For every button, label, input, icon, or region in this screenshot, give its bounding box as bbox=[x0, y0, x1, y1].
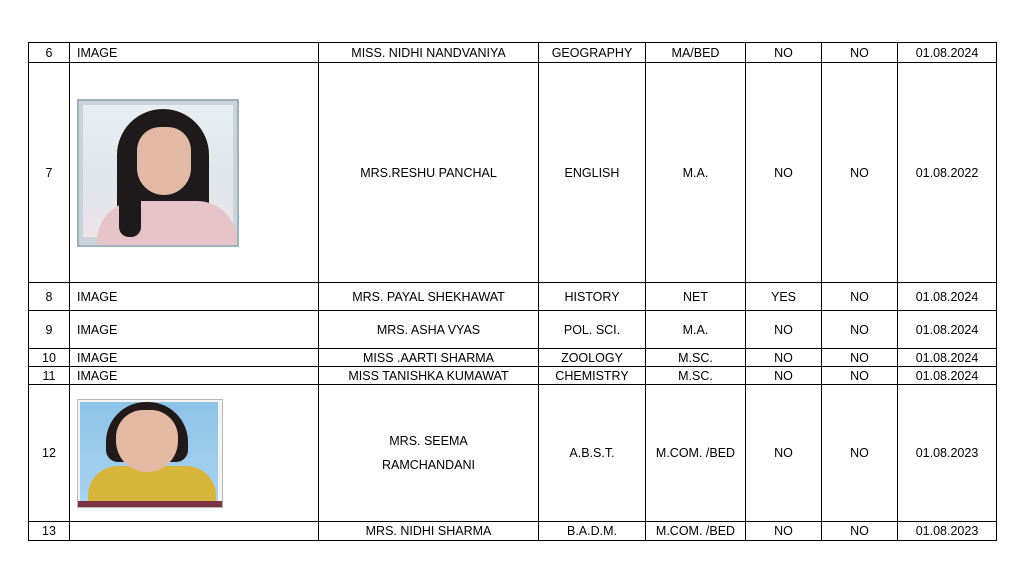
subject: POL. SCI. bbox=[539, 311, 646, 349]
qualification: M.SC. bbox=[646, 367, 746, 385]
teacher-name: MISS TANISHKA KUMAWAT bbox=[319, 367, 539, 385]
subject: A.B.S.T. bbox=[539, 385, 646, 522]
status-cell: NO bbox=[822, 43, 898, 63]
photo-cell: IMAGE bbox=[70, 311, 319, 349]
photo-cell: IMAGE bbox=[70, 349, 319, 367]
qualification: M.A. bbox=[646, 311, 746, 349]
table-row bbox=[29, 385, 997, 522]
teacher-name: MRS. ASHA VYAS bbox=[319, 311, 539, 349]
status-cell: NO bbox=[746, 311, 822, 349]
teacher-photo bbox=[77, 399, 223, 508]
photo-cell: IMAGE bbox=[70, 43, 319, 63]
serial-number: 11 bbox=[29, 367, 70, 385]
serial-number: 13 bbox=[29, 522, 70, 541]
teacher-name: MRS.RESHU PANCHAL bbox=[319, 63, 539, 283]
joining-date: 01.08.2024 bbox=[898, 349, 997, 367]
qualification: MA/BED bbox=[646, 43, 746, 63]
qualification: M.COM. /BED bbox=[646, 522, 746, 541]
table-row bbox=[29, 522, 997, 541]
table-row bbox=[29, 349, 997, 367]
joining-date: 01.08.2023 bbox=[898, 385, 997, 522]
status-cell: NO bbox=[822, 283, 898, 311]
photo-cell: IMAGE bbox=[70, 367, 319, 385]
photo-cell bbox=[70, 63, 319, 283]
status-cell: NO bbox=[822, 385, 898, 522]
staff-table bbox=[28, 42, 997, 541]
table-row bbox=[29, 283, 997, 311]
serial-number: 12 bbox=[29, 385, 70, 522]
joining-date: 01.08.2023 bbox=[898, 522, 997, 541]
subject: B.A.D.M. bbox=[539, 522, 646, 541]
teacher-name-line: MRS. SEEMA bbox=[389, 434, 468, 448]
status-cell: NO bbox=[746, 63, 822, 283]
status-cell: NO bbox=[746, 522, 822, 541]
teacher-photo bbox=[77, 99, 239, 247]
serial-number: 10 bbox=[29, 349, 70, 367]
status-cell: NO bbox=[822, 349, 898, 367]
table-row bbox=[29, 63, 997, 283]
joining-date: 01.08.2024 bbox=[898, 43, 997, 63]
joining-date: 01.08.2022 bbox=[898, 63, 997, 283]
qualification: M.COM. /BED bbox=[646, 385, 746, 522]
photo-cell bbox=[70, 522, 319, 541]
teacher-name: MISS .AARTI SHARMA bbox=[319, 349, 539, 367]
serial-number: 6 bbox=[29, 43, 70, 63]
teacher-name: MISS. NIDHI NANDVANIYA bbox=[319, 43, 539, 63]
status-cell: NO bbox=[746, 385, 822, 522]
table-row bbox=[29, 367, 997, 385]
table-row bbox=[29, 311, 997, 349]
joining-date: 01.08.2024 bbox=[898, 283, 997, 311]
teacher-name: MRS. NIDHI SHARMA bbox=[319, 522, 539, 541]
serial-number: 9 bbox=[29, 311, 70, 349]
joining-date: 01.08.2024 bbox=[898, 311, 997, 349]
status-cell: YES bbox=[746, 283, 822, 311]
status-cell: NO bbox=[746, 349, 822, 367]
serial-number: 8 bbox=[29, 283, 70, 311]
serial-number: 7 bbox=[29, 63, 70, 283]
teacher-name-line: RAMCHANDANI bbox=[381, 458, 476, 472]
subject: HISTORY bbox=[539, 283, 646, 311]
qualification: NET bbox=[646, 283, 746, 311]
teacher-name: MRS. PAYAL SHEKHAWAT bbox=[319, 283, 539, 311]
qualification: M.SC. bbox=[646, 349, 746, 367]
subject: ENGLISH bbox=[539, 63, 646, 283]
subject: GEOGRAPHY bbox=[539, 43, 646, 63]
status-cell: NO bbox=[746, 367, 822, 385]
subject: CHEMISTRY bbox=[539, 367, 646, 385]
qualification: M.A. bbox=[646, 63, 746, 283]
photo-cell bbox=[70, 385, 319, 522]
status-cell: NO bbox=[822, 522, 898, 541]
status-cell: NO bbox=[822, 311, 898, 349]
table-row bbox=[29, 43, 997, 63]
subject: ZOOLOGY bbox=[539, 349, 646, 367]
status-cell: NO bbox=[822, 63, 898, 283]
teacher-name bbox=[319, 385, 539, 522]
joining-date: 01.08.2024 bbox=[898, 367, 997, 385]
photo-cell: IMAGE bbox=[70, 283, 319, 311]
status-cell: NO bbox=[822, 367, 898, 385]
status-cell: NO bbox=[746, 43, 822, 63]
